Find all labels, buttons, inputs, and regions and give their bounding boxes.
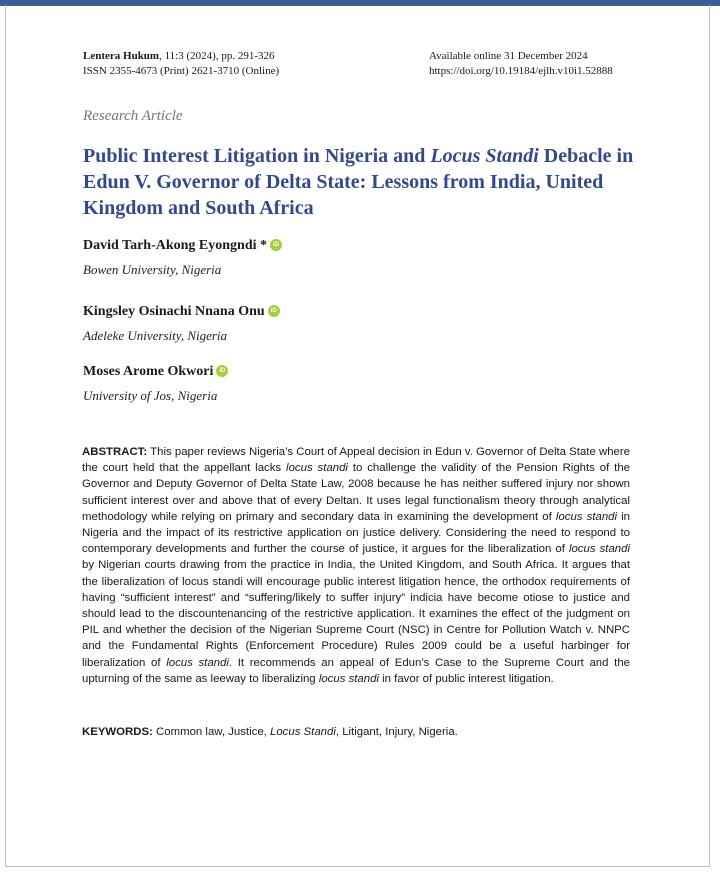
journal-name: Lentera Hukum <box>83 50 160 62</box>
author-affiliation: University of Jos, Nigeria <box>83 388 218 403</box>
orcid-icon[interactable]: iD <box>270 239 282 251</box>
citation-details: , 11:3 (2024), pp. 291-326 <box>159 50 275 62</box>
orcid-icon[interactable]: iD <box>216 365 228 377</box>
author-name: Moses Arome Okwori <box>83 364 214 379</box>
publication-info <box>429 49 613 79</box>
author-2 <box>83 302 280 344</box>
available-online-date: Available online 31 December 2024 <box>429 50 588 62</box>
abstract-label: ABSTRACT: <box>82 446 148 458</box>
article-type: Research Article <box>83 108 183 124</box>
keywords-label: KEYWORDS: <box>82 726 153 738</box>
doi-link[interactable]: https://doi.org/10.19184/ejlh.v10i1.52888 <box>429 65 613 77</box>
author-1 <box>83 236 282 278</box>
abstract: ABSTRACT: This paper reviews Nigeria’s Court of Appeal decision in Edun v. Governor of Delta State where the court held that the appellant lacks locus standi to challenge the validity of the Pension Rights of the Governor and Deputy Governor of Delta State Law, 2008 because he has neither suffered injury nor shown sufficient interest over and above that of every Deltan. It uses legal functionalism theory through analytical methodology while relying on primary and secondary data in examining the development of locus standi in Nigeria and the impact of its restrictive application on justice delivery. Considering the need to respond to contemporary developments and further the course of justice, it argues for the liberalization of locus standi by Nigerian courts drawing from the practice in India, the United Kingdom, and South Africa. It argues that the liberalization of locus standi will encourage public interest litigation hence, the orthodox requirements of having “sufficient interest” and “suffering/likely to suffer injury” indicia have become otiose to justice and should lead to the discountenancing of the restrictive application. It examines the effect of the judgment on PIL and whether the decision of the Nigerian Supreme Court (NSC) in Centre for Pollution Watch v. NNPC and the Fundamental Rights (Enforcement Procedure) Rules 2009 could be a useful harbinger for liberalization of locus standi. It recommends an appeal of Edun’s Case to the Supreme Court and the upturning of the same as leeway to liberalizing locus standi in favor of public interest litigation. <box>82 446 631 685</box>
article-title: Public Interest Litigation in Nigeria and Locus Standi Debacle in Edun V. Governor of Delta State: Lessons from India, United Kingdom and South Africa <box>83 145 634 219</box>
issn: ISSN 2355-4673 (Print) 2621-3710 (Online) <box>83 65 280 77</box>
author-name: David Tarh-Akong Eyongndi * <box>83 238 268 253</box>
journal-citation <box>83 49 279 79</box>
orcid-icon[interactable]: iD <box>268 305 280 317</box>
author-affiliation: Adeleke University, Nigeria <box>83 328 228 343</box>
author-name: Kingsley Osinachi Nnana Onu <box>83 304 265 319</box>
keywords: KEYWORDS: Common law, Justice, Locus Standi, Litigant, Injury, Nigeria. <box>82 726 458 738</box>
author-affiliation: Bowen University, Nigeria <box>83 262 222 277</box>
author-3 <box>83 362 228 404</box>
